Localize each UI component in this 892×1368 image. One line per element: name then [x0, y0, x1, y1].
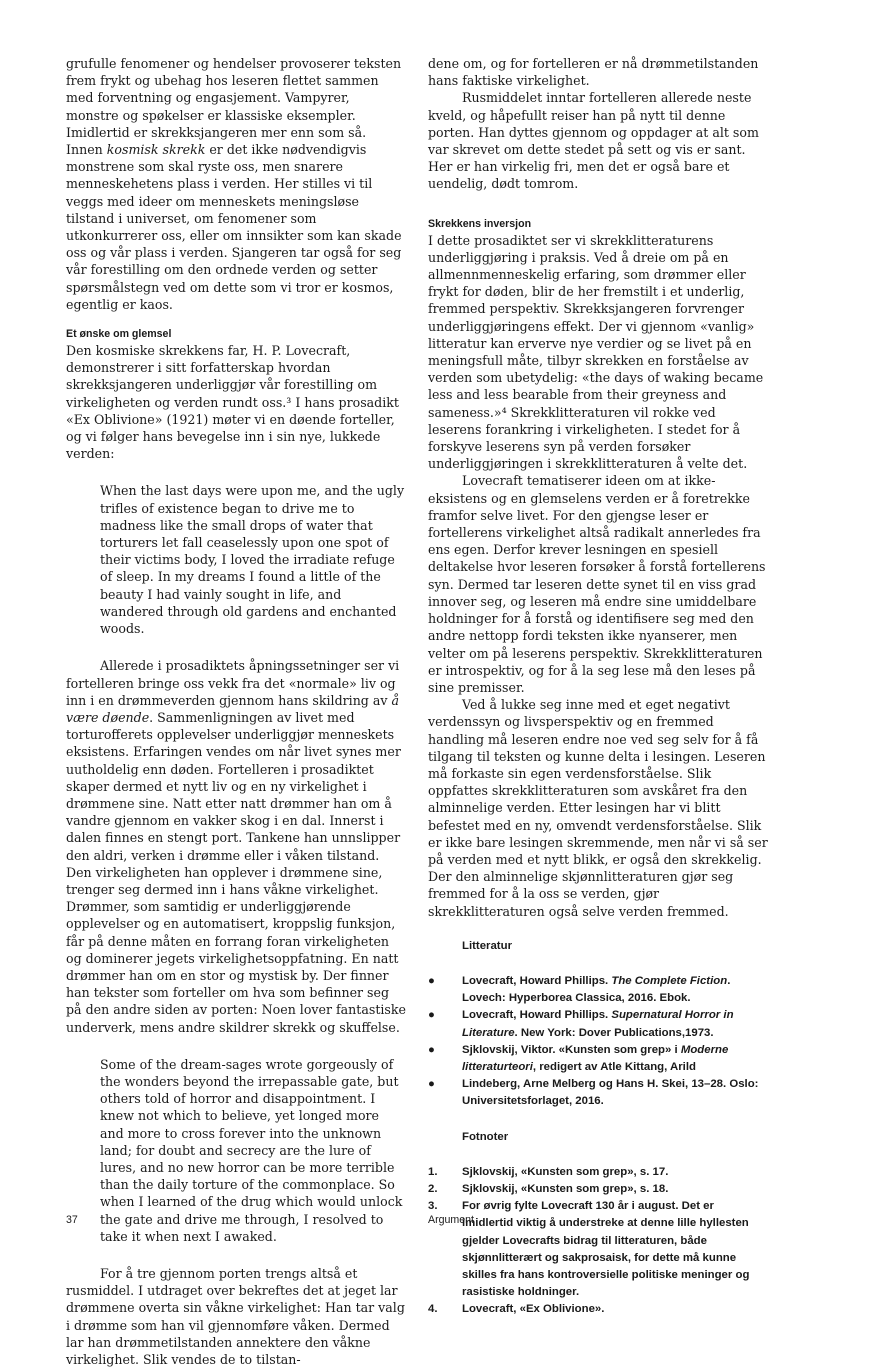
- footnotes-heading: Fotnoter: [462, 1130, 509, 1143]
- list-item: 3. For øvrig fylte Lovecraft 130 år i august. Det er imidlertid viktig å understreke at denne lille hyllesten gjelder Lovecrafts bidrag til litteraturen, både skjønnlitterært og sakprosaisk, for dette må kunne skilles fra hans kontroversielle politiske meninger og rasistiske holdninger.: [428, 1200, 750, 1299]
- bullet-icon: ●: [428, 974, 435, 987]
- reference-list: [428, 973, 768, 1111]
- list-item: 1. Sjklovskij, «Kunsten som grep», s. 17.: [428, 1165, 669, 1178]
- bullet-icon: ●: [428, 1043, 435, 1056]
- list-item: ● Lovecraft, Howard Phillips. Supernatural Horror in Literature. New York: Dover Publications,1973.: [428, 1009, 734, 1039]
- list-item: 2. Sjklovskij, «Kunsten som grep», s. 18.: [428, 1182, 669, 1195]
- body-paragraph: Den kosmiske skrekkens far, H. P. Lovecraft, demonstrerer i sitt forfatterskap hvordan skrekksjangeren underliggjør vår forestilling om virkeligheten og verden rundt oss.³ I hans prosadikt «Ex Oblivione» (1921) møter vi en døende forteller, og vi følger hans bevegelse inn i sin nye, lukkede verden:: [66, 343, 399, 462]
- left-column: [66, 55, 406, 1368]
- body-paragraph: Rusmiddelet inntar fortelleren allerede neste kveld, og håpefullt reiser han på nytt til denne porten. Han dyttes gjennom og oppdager at alt som var skrevet om dette stedet på sett og vis er sant. Her er han virkelig fri, men det er også bare et uendelig, dødt tomrom.: [428, 90, 759, 192]
- body-paragraph: I dette prosadiktet ser vi skrekklitteraturens underliggjøring i praksis. Ved å dreie om på en allmennmenneskelig erfaring, som drømmer eller frykt for døden, blir de her fremstilt i et underlig, fremmed perspektiv. Skrekksjangeren forvrenger underliggjøringens effekt. Der vi gjennom «vanlig» litteratur kan erverve nye verdier og se livet på en meningsfull måte, tilbyr skrekken en forståelse av verden som ubetydelig: «the days of waking became less and less bearable from their greyness and sameness.»⁴ Skrekklitteraturen vil rokke ved leserens forankring i virkeligheten. I stedet for å forskyve leserens syn på verden forsøker underliggjøringen i skrekklitteraturen å velte det.: [428, 232, 764, 472]
- list-item: 4. Lovecraft, «Ex Oblivione».: [428, 1303, 605, 1316]
- block-quote: Some of the dream-sages wrote gorgeously of the wonders beyond the irrepassable gate, but others told of horror and disappointment. I knew not which to believe, yet longed more and more to cross forever into the unknown land; for doubt and secrecy are the lure of lures, and no new horror can be more terrible than the daily torture of the commonplace. So when I learned of the drug which would unlock the gate and drive me through, I resolved to take it when next I awaked.: [100, 1056, 403, 1244]
- page-number: 37: [66, 1214, 78, 1226]
- bullet-icon: ●: [428, 1009, 435, 1022]
- literature-heading: Litteratur: [462, 939, 512, 952]
- list-item: ● Lindeberg, Arne Melberg og Hans H. Skei, 13–28. Oslo: Universitetsforlaget, 2016.: [428, 1078, 759, 1108]
- list-item: ● Lovecraft, Howard Phillips. The Complete Fiction. Lovech: Hyperborea Classica, 2016. Ebok.: [428, 974, 731, 1005]
- body-paragraph: For å tre gjennom porten trengs altså et rusmiddel. I utdraget over bekreftes det at jeget lar drømmene overta sin våkne virkelighet: Han tar valg i drømme som han vil gjennomføre våken. Dermed lar han drømmetilstanden annektere den våkne virkelighet. Slik vendes de to tilstan-: [66, 1266, 405, 1368]
- list-item: ● Sjklovskij, Viktor. «Kunsten som grep» i Moderne litteraturteori, redigert av Atle Kittang, Arild: [428, 1043, 729, 1073]
- block-quote: When the last days were upon me, and the ugly trifles of existence began to drive me to madness like the small drops of water that torturers let fall ceaselessly upon one spot of their victims body, I loved the irradiate refuge of sleep. In my dreams I found a little of the beauty I had vainly sought in life, and wandered through old gardens and enchanted woods.: [100, 483, 405, 637]
- body-paragraph: dene om, og for fortelleren er nå drømmetilstanden hans faktiske virkelighet.: [428, 56, 759, 89]
- body-paragraph: Ved å lukke seg inne med et eget negativt verdenssyn og livsperspektiv og en fremmed handling må leseren endre noe ved seg selv for å få tilgang til teksten og kunne delta i lesingen. Leseren må forkaste sin egen verdensforståelse. Slik oppfattes skrekklitteraturen som avskåret fra den alminnelige verden. Etter lesingen har vi blitt befestet med en ny, omvendt verdensforståelse. Slik er ikke bare lesingen skremmende, men når vi så ser på verden med et nytt blikk, er også den skrekkelig. Der den alminnelige skjønnlitteraturen gjør seg fremmed for å la oss se verden, gjør skrekklitteraturen også selve verden fremmed.: [428, 697, 768, 919]
- bullet-icon: ●: [428, 1078, 435, 1091]
- body-paragraph: Lovecraft tematiserer ideen om at ikke-eksistens og en glemselens verden er å foretrekke framfor selve livet. For den gjengse leser er fortellerens virkelighet altså radikalt annerledes fra ens egen. Derfor krever lesningen en spesiell deltakelse hvor leseren forsøker å forstå fortellerens syn. Dermed tar leseren dette synet til en viss grad innover seg, og leseren må endre sine umiddelbare holdninger for å forstå og identifisere seg med den andre nettopp fordi teksten ikke nyanserer, men velter om på leserens perspektiv. Skrekklitteraturen er introspektiv, og for å la seg lese må den leses på sine premisser.: [428, 473, 766, 695]
- footnote-list: [428, 1164, 768, 1319]
- body-paragraph: grufulle fenomener og hendelser provoserer teksten frem frykt og ubehag hos leseren flettet sammen med forventning og engasjement. Vampyrer, monstre og spøkelser er klassiske eksempler. Imidlertid er skrekksjangeren mer enn som så. Innen kosmisk skrekk er det ikke nødvendigvis monstrene som skal ryste oss, men snarere menneskehetens plass i verden. Her stilles vi til veggs med ideer om menneskets meningsløse tilstand i universet, om fenomener som utkonkurrerer oss, eller om innsikter som kan skade oss og vår plass i verden. Sjangeren tar også for seg vår forestilling om den ordnede verden og setter spørsmålstegn ved om dette som vi tror er kosmos, egentlig er kaos.: [66, 56, 402, 312]
- body-paragraph: Allerede i prosadiktets åpningssetninger ser vi fortelleren bringe oss vekk fra det «normale» liv og inn i en drømmeverden gjennom hans skildring av å være døende. Sammenligningen av livet med torturofferets opplevelser underliggjør menneskets eksistens. Erfaringen vendes om når livet synes mer uutholdelig enn døden. Fortelleren i prosadiktet skaper dermed et nytt liv og en ny virkelighet i drømmene sine. Natt etter natt drømmer han om å vandre gjennom en vakker skog i en dal. Innerst i dalen finnes en stengt port. Tankene han unnslipper den aldri, verken i drømme eller i våken tilstand. Den virkeligheten han opplever i drømmene sine, trenger seg dermed inn i hans våkne virkelighet. Drømmer, som samtidig er underliggjørende opplevelser og en automatisert, kroppslig funksjon, får på denne måten en forrang foran virkeligheten og dominerer jegets virkelighetsoppfatning. En natt drømmer han om en stor og mystisk by. Der finner han tekster som forteller om hva som befinner seg på den andre siden av porten: Noen lover fantastiske underverk, mens andre skildrer skrekk og skuffelse.: [66, 658, 406, 1035]
- right-column: [428, 55, 768, 1319]
- journal-name: Argument: [428, 1214, 474, 1226]
- section-heading: Et ønske om glemsel: [66, 328, 172, 341]
- section-heading: Skrekkens inversjon: [428, 217, 532, 230]
